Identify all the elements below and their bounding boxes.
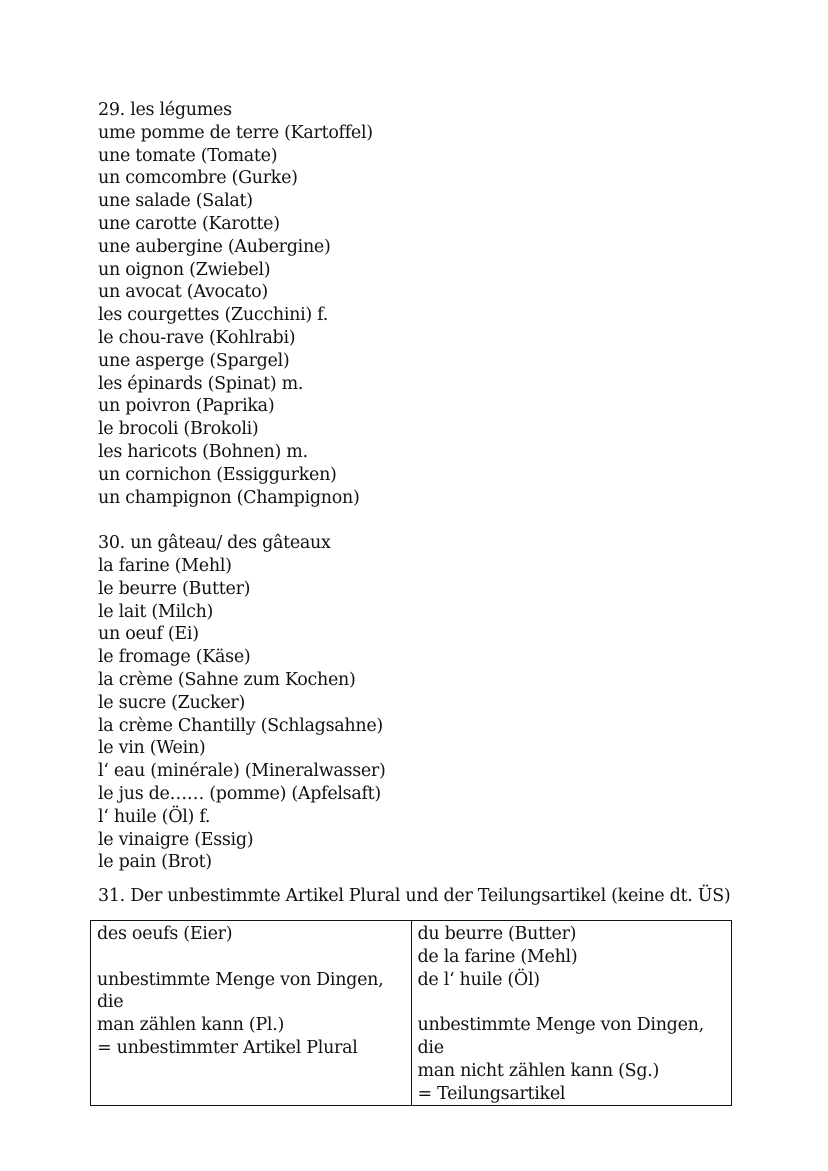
list-item: le brocoli (Brokoli): [98, 419, 259, 440]
list-item: le fromage (Käse): [98, 647, 251, 668]
section-heading: 30. un gâteau/ des gâteaux: [98, 533, 331, 554]
list-item: une asperge (Spargel): [98, 350, 290, 371]
list-item: le lait (Milch): [98, 601, 214, 622]
description-text: man nicht zählen kann (Sg.): [417, 1060, 660, 1081]
list-item: un oeuf (Ei): [98, 624, 199, 645]
list-item: un comcombre (Gurke): [98, 168, 298, 189]
cell-spacer: [418, 991, 726, 1014]
example-text: de la farine (Mehl): [417, 946, 578, 967]
list-item: une salade (Salat): [98, 191, 253, 212]
list-item: la farine (Mehl): [98, 555, 232, 576]
example-text: de l‘ huile (Öl): [417, 969, 540, 990]
list-item: le beurre (Butter): [98, 578, 251, 599]
section-heading: 29. les légumes: [98, 100, 232, 120]
grammar-table: [90, 920, 732, 1106]
table-cell-partitive: [411, 921, 732, 1106]
description-text: unbestimmte Menge von Dingen, die: [417, 1015, 704, 1058]
list-item: une carotte (Karotte): [98, 213, 280, 234]
example-text: des oeufs (Eier): [97, 924, 233, 944]
list-item: la crème (Sahne zum Kochen): [98, 669, 356, 690]
list-item: les épinards (Spinat) m.: [98, 373, 304, 394]
example-text: du beurre (Butter): [417, 924, 577, 944]
paragraph-spacer: [98, 509, 738, 532]
description-text: man zählen kann (Pl.): [97, 1015, 285, 1036]
list-item: un avocat (Avocato): [98, 282, 268, 303]
list-item: ume pomme de terre (Kartoffel): [98, 122, 373, 143]
paragraph-spacer: [98, 874, 738, 885]
list-item: le chou-rave (Kohlrabi): [98, 327, 296, 348]
section-cake: [98, 532, 738, 874]
list-item: les haricots (Bohnen) m.: [98, 441, 308, 462]
list-item: l‘ huile (Öl) f.: [98, 806, 211, 827]
rule-text: = Teilungsartikel: [417, 1083, 566, 1104]
list-item: le jus de…… (pomme) (Apfelsaft): [98, 783, 381, 804]
rule-text: = unbestimmter Artikel Plural: [97, 1037, 358, 1058]
list-item: les courgettes (Zucchini) f.: [98, 305, 328, 326]
list-item: le vin (Wein): [98, 738, 206, 759]
list-item: un champignon (Champignon): [98, 487, 360, 508]
description-text: unbestimmte Menge von Dingen, die: [97, 969, 384, 1013]
list-item: un poivron (Paprika): [98, 396, 275, 417]
section-heading: 31. Der unbestimmte Artikel Plural und der Teilungsartikel (keine dt. ÜS): [98, 886, 731, 907]
table-row: [91, 921, 732, 1106]
list-item: un cornichon (Essiggurken): [98, 464, 337, 485]
list-item: un oignon (Zwiebel): [98, 259, 271, 280]
list-item: une tomate (Tomate): [98, 145, 278, 166]
list-item: une aubergine (Aubergine): [98, 236, 331, 257]
list-item: la crème Chantilly (Schlagsahne): [98, 715, 383, 736]
list-item: l‘ eau (minérale) (Mineralwasser): [98, 761, 386, 782]
list-item: le pain (Brot): [98, 852, 212, 873]
list-item: le sucre (Zucker): [98, 692, 245, 713]
document-page: [98, 99, 738, 908]
table-cell-plural: [91, 921, 412, 1106]
cell-spacer: [97, 946, 405, 969]
section-vegetables: [98, 99, 738, 509]
list-item: le vinaigre (Essig): [98, 829, 254, 850]
